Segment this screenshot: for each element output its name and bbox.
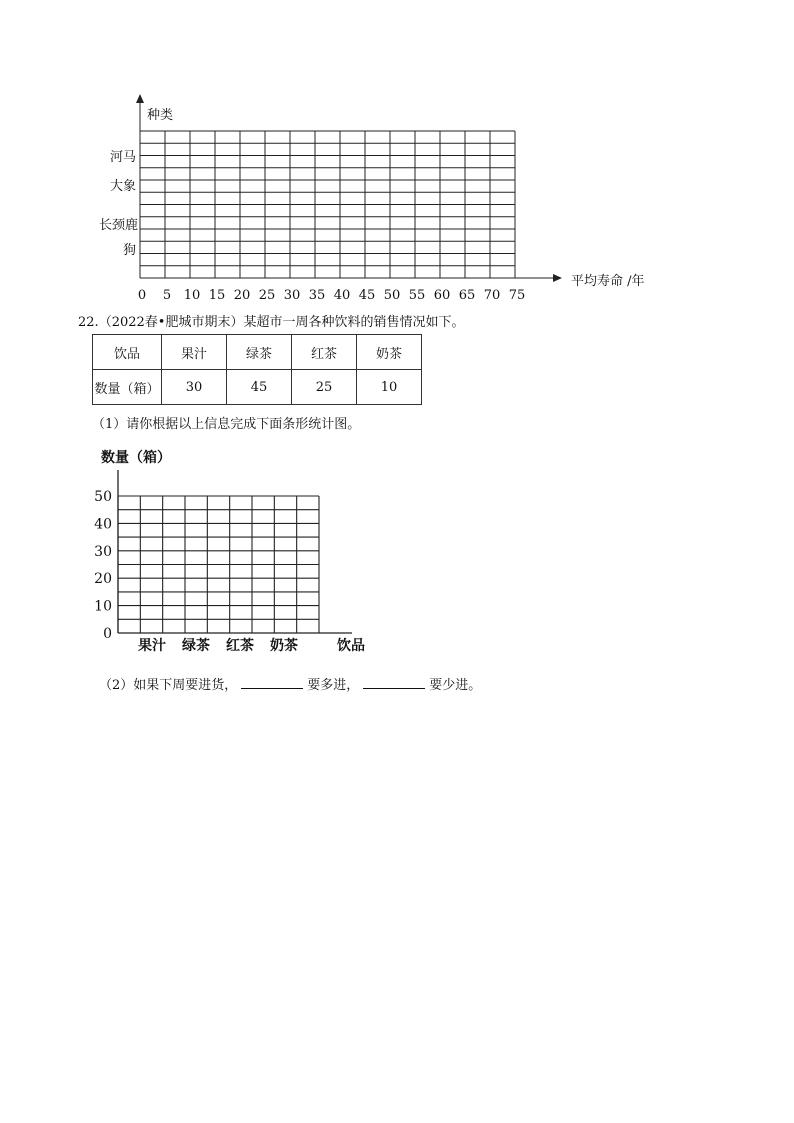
table-cell-value: 25 (292, 370, 357, 405)
y-tick-label: 50 (94, 489, 112, 505)
lifespan-chart (0, 0, 794, 310)
x-tick-label: 40 (333, 288, 351, 303)
part1-text: （1）请你根据以上信息完成下面条形统计图。 (92, 417, 361, 432)
y-tick-label: 30 (94, 543, 112, 560)
table-cell-value: 10 (357, 370, 422, 405)
x-axis-title: 饮品 (337, 638, 365, 654)
x-tick-label: 75 (508, 288, 526, 303)
table-col-name: 绿茶 (227, 335, 292, 370)
question-number: 22 (78, 315, 95, 330)
table-col-name: 红茶 (292, 335, 357, 370)
y-tick-label: 40 (94, 516, 112, 533)
x-tick-label: 35 (308, 288, 326, 303)
x-tick-label: 45 (358, 288, 376, 303)
category-label-elephant: 大象 (109, 179, 136, 194)
question-line: 22.（2022春•肥城市期末）某超市一周各种饮料的销售情况如下。 (78, 315, 465, 330)
lifespan-grid (140, 131, 515, 278)
category-label: 果汁 (138, 638, 166, 654)
x-axis-title: 平均寿命 /年 (571, 274, 645, 289)
question-source: （2022春•肥城市期末） (98, 315, 244, 330)
x-tick-label: 65 (458, 288, 476, 303)
x-tick-label: 0 (137, 288, 147, 303)
x-tick-label: 5 (162, 288, 172, 303)
category-label: 红茶 (226, 638, 254, 654)
y-tick-label: 0 (103, 626, 112, 642)
y-axis-title: 种类 (147, 108, 174, 123)
y-axis-arrowhead (136, 94, 144, 103)
x-tick-label: 30 (283, 288, 301, 303)
category-label-giraffe: 长颈鹿 (98, 218, 138, 233)
answer-blank-less[interactable] (363, 676, 425, 689)
category-label-dog: 狗 (122, 243, 136, 258)
category-label-hippo: 河马 (109, 150, 136, 165)
table-col-name: 果汁 (162, 335, 227, 370)
table-col-name: 奶茶 (357, 335, 422, 370)
y-tick-label: 10 (94, 598, 112, 615)
x-tick-label: 50 (383, 288, 401, 303)
table-row (93, 335, 422, 370)
category-label: 绿茶 (182, 638, 210, 654)
table-header-label: 饮品 (93, 335, 162, 370)
x-axis-arrowhead (553, 274, 562, 282)
sales-table (92, 334, 422, 405)
part2-suffix: 要少进。 (429, 678, 482, 693)
y-axis-title: 数量（箱） (101, 450, 171, 466)
table-row (93, 370, 422, 405)
x-tick-label: 20 (233, 288, 251, 303)
y-tick-labels (94, 489, 112, 642)
x-tick-label: 25 (258, 288, 276, 303)
x-tick-label: 55 (408, 288, 426, 303)
y-tick-label: 20 (94, 571, 112, 588)
answer-blank-more[interactable] (241, 676, 303, 689)
bar-chart-grid (0, 440, 794, 670)
x-tick-label: 15 (208, 288, 226, 303)
table-row-label: 数量（箱） (93, 370, 162, 405)
part2-line (99, 674, 481, 693)
category-label: 奶茶 (270, 638, 298, 654)
x-tick-labels (138, 288, 525, 303)
part2-middle: 要多进， (307, 678, 360, 693)
table-cell-value: 45 (227, 370, 292, 405)
table-cell-value: 30 (162, 370, 227, 405)
bar-grid (118, 496, 319, 633)
x-tick-label: 60 (433, 288, 451, 303)
part2-prefix: （2）如果下周要进货， (99, 678, 238, 693)
x-tick-label: 10 (183, 288, 201, 303)
question-text: 某超市一周各种饮料的销售情况如下。 (243, 315, 465, 330)
x-tick-label: 70 (483, 288, 501, 303)
